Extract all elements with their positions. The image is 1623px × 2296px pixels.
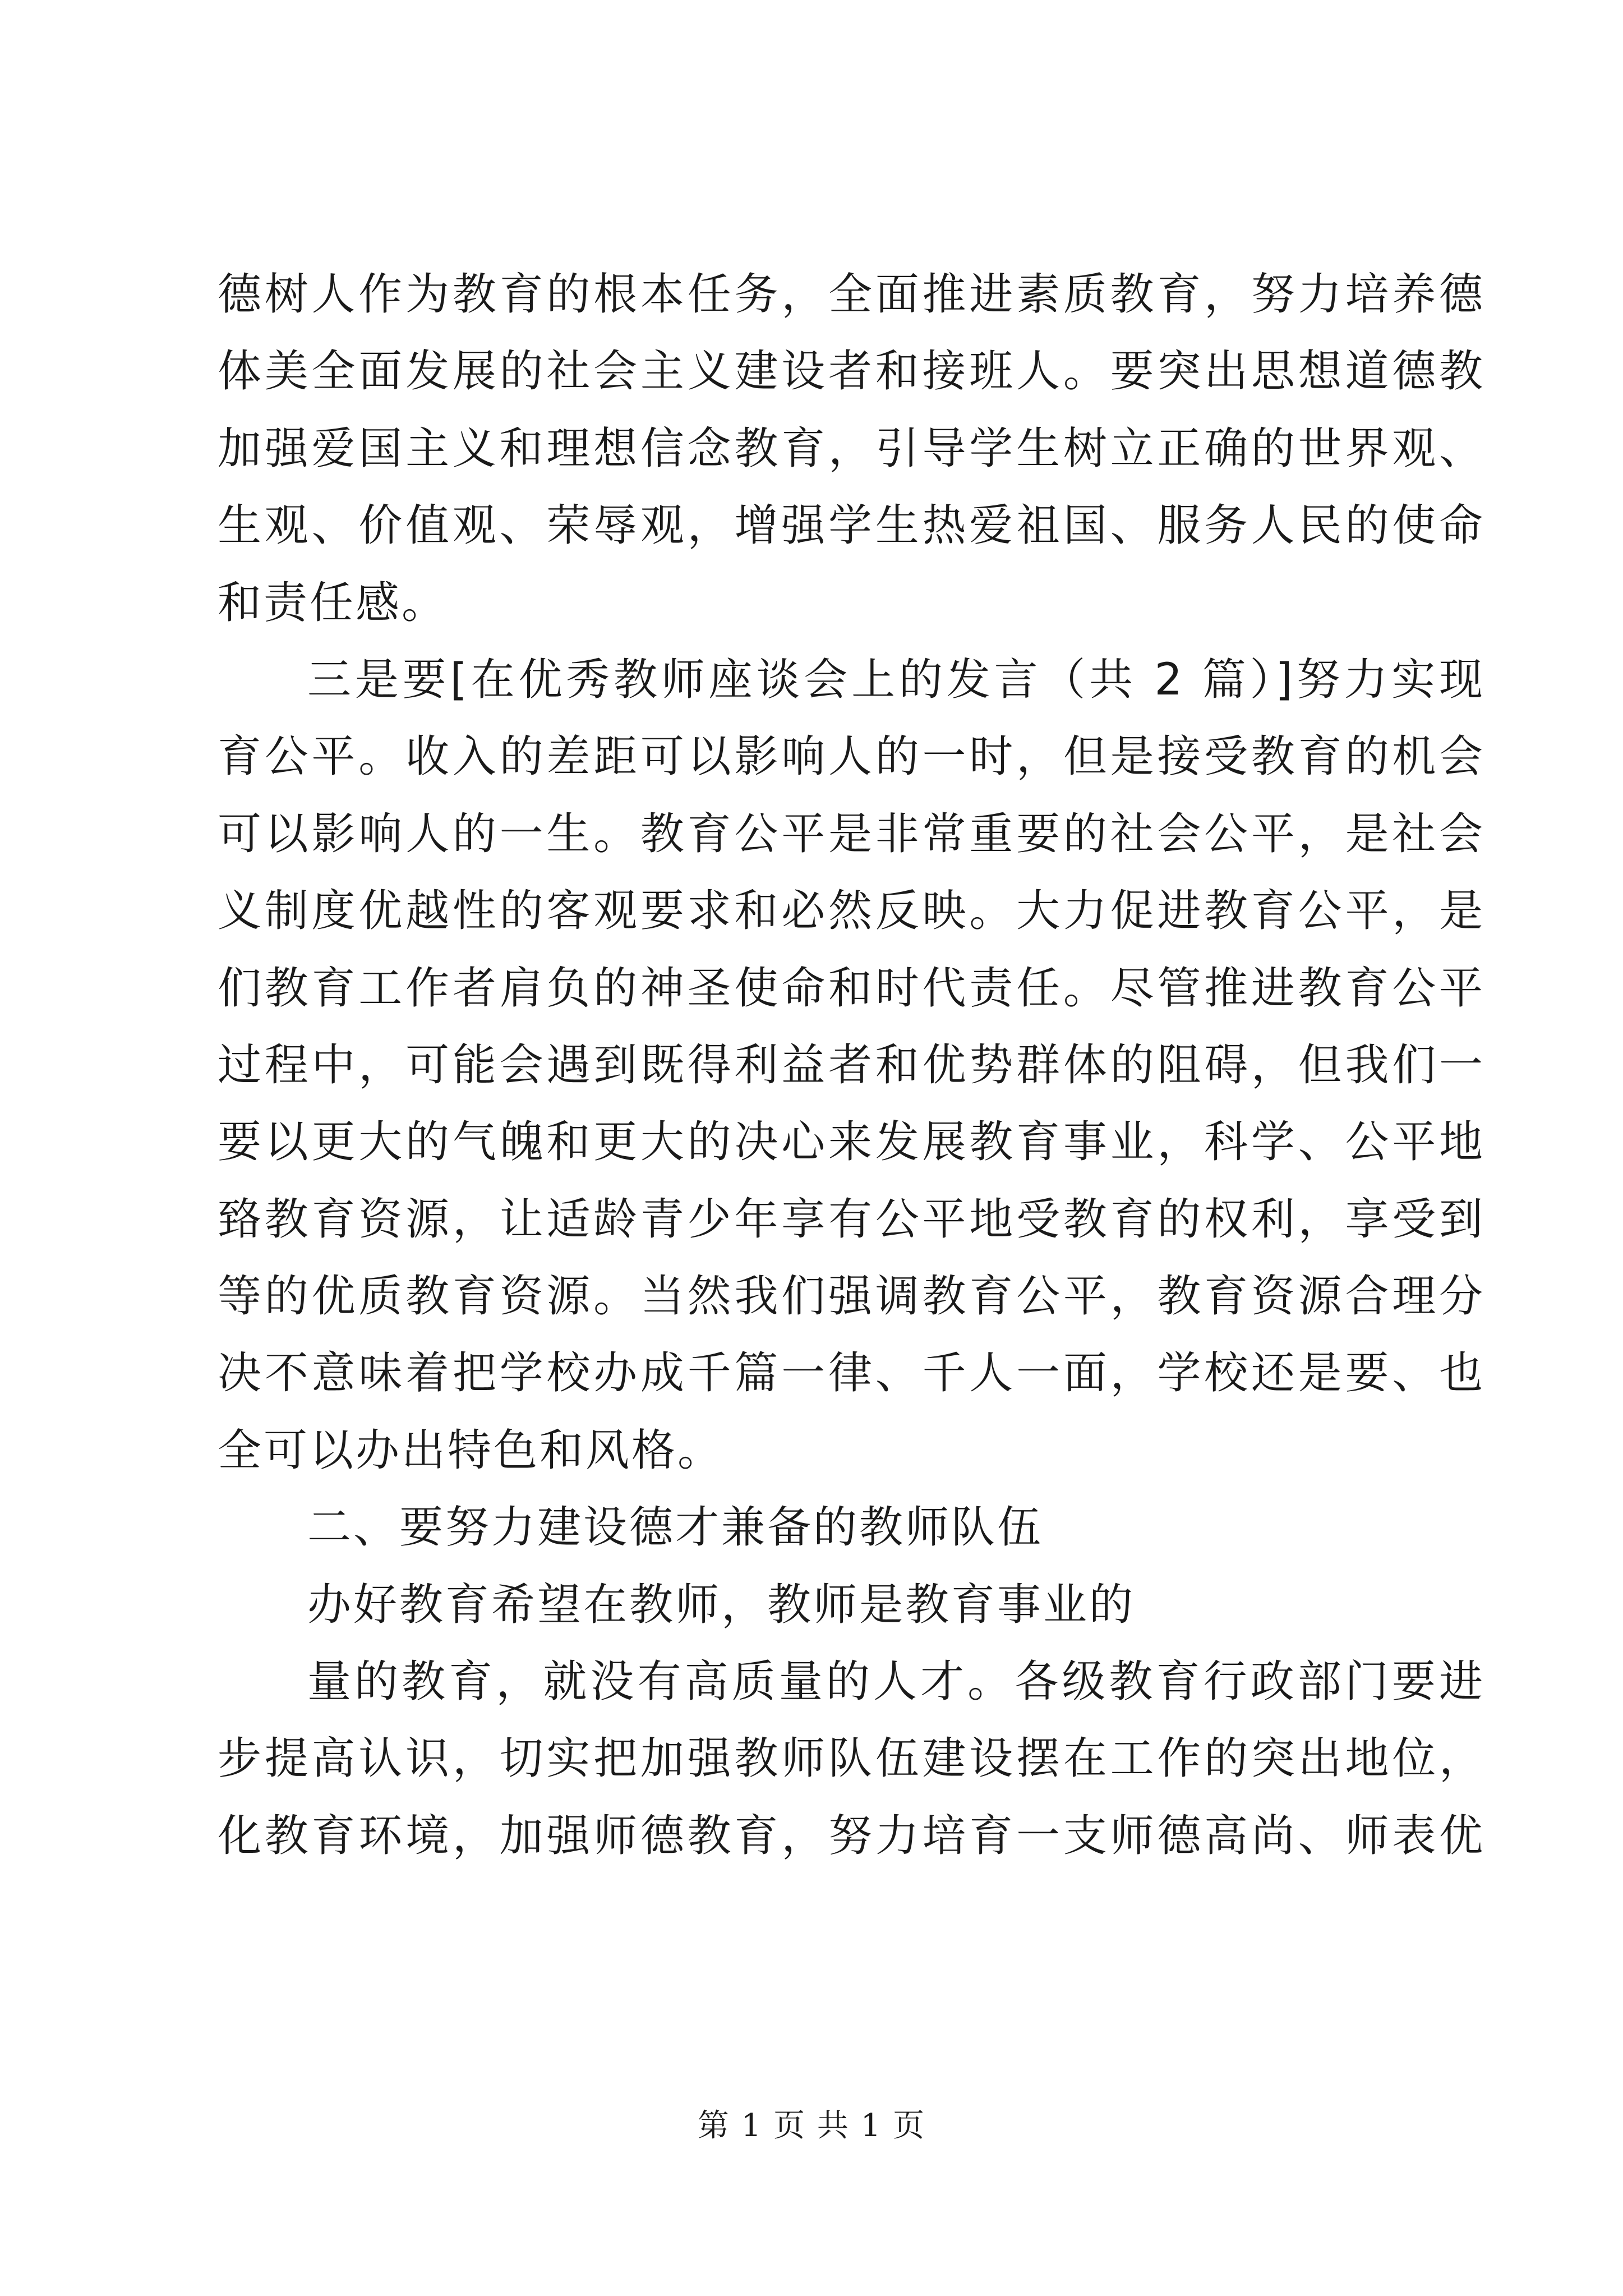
text-line: 生观、价值观、荣辱观，增强学生热爱祖国、服务人民的使命 (218, 500, 1485, 551)
text-line: 可以影响人的一生。教育公平是非常重要的社会公平，是社会 (218, 808, 1485, 859)
text-line: 三是要[在优秀教师座谈会上的发言（共 2 篇）]努力实现 (307, 654, 1485, 705)
text-line: 德树人作为教育的根本任务，全面推进素质教育，努力培养德 (218, 269, 1485, 320)
text-line: 化教育环境，加强师德教育，努力培育一支师德高尚、师表优 (218, 1810, 1485, 1861)
text-line: 等的优质教育资源。当然我们强调教育公平，教育资源合理分 (218, 1271, 1485, 1322)
text-line: 加强爱国主义和理想信念教育，引导学生树立正确的世界观、 (218, 423, 1485, 474)
text-line: 和责任感。 (218, 577, 448, 628)
document-body (218, 256, 1485, 1875)
text-line: 臵教育资源，让适龄青少年享有公平地受教育的权利，享受到 (218, 1194, 1485, 1245)
text-line: 量的教育，就没有高质量的人才。各级教育行政部门要进 (307, 1657, 1485, 1708)
text-line: 全可以办出特色和风格。 (218, 1425, 724, 1476)
text-line: 办好教育希望在教师，教师是教育事业的 (307, 1579, 1136, 1630)
section-heading: 二、要努力建设德才兼备的教师队伍 (307, 1502, 1044, 1553)
text-line: 体美全面发展的社会主义建设者和接班人。要突出思想道德教 (218, 346, 1485, 397)
text-line: 育公平。收入的差距可以影响人的一时，但是接受教育的机会 (218, 731, 1485, 783)
page-footer: 第 1 页 共 1 页 (697, 2108, 926, 2144)
text-line: 过程中，可能会遇到既得利益者和优势群体的阻碍，但我们一 (218, 1039, 1485, 1091)
text-line: 要以更大的气魄和更大的决心来发展教育事业，科学、公平地 (218, 1117, 1485, 1168)
text-line: 决不意味着把学校办成千篇一律、千人一面，学校还是要、也 (218, 1348, 1485, 1399)
text-line: 义制度优越性的客观要求和必然反映。大力促进教育公平，是 (218, 886, 1485, 937)
text-line: 们教育工作者肩负的神圣使命和时代责任。尽管推进教育公平 (218, 963, 1485, 1014)
text-line: 步提高认识，切实把加强教师队伍建设摆在工作的突出地位， (218, 1733, 1485, 1784)
